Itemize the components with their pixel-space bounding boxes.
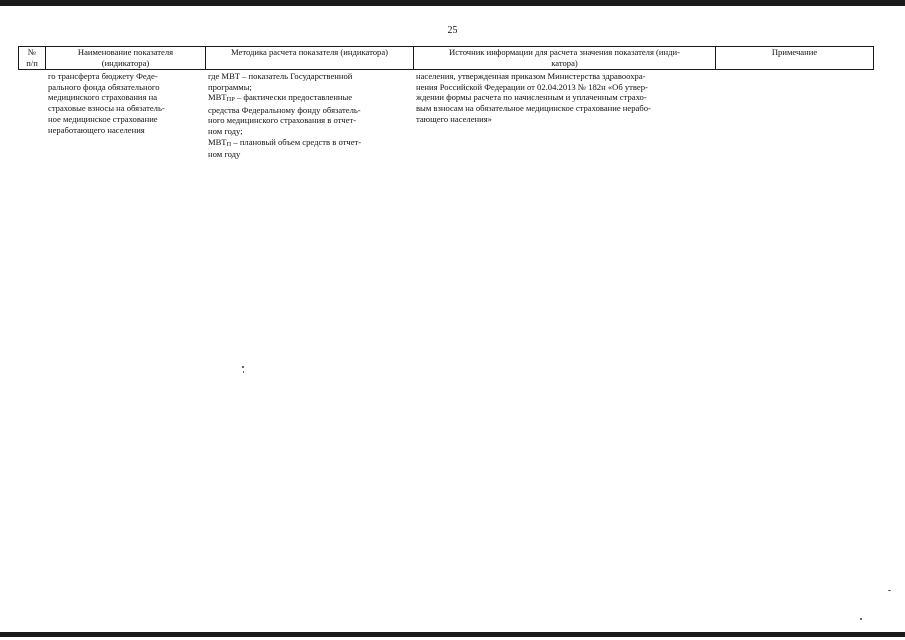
scan-speck [888, 590, 891, 591]
method-definition-mvt-p [208, 137, 411, 160]
method-definition-mvt: где МВТ – показатель Государственной программы; [208, 71, 353, 92]
mvt-pr-symbol: МВТ [208, 92, 227, 103]
header-source [414, 47, 716, 70]
mvt-pr-subscript: ПР [226, 96, 235, 104]
header-num-label: № п/п [26, 47, 38, 68]
cell-indicator-name-text: го трансферта бюджету Феде- рального фонда обязательного медицинского страхования на страховые взносы на обязатель- ное медицинское страхование неработающего населения [48, 71, 165, 135]
header-name [46, 47, 206, 70]
header-name-label: Наименование показателя (индикатора) [77, 47, 174, 68]
scan-top-border [0, 0, 905, 6]
table-header-row [19, 47, 874, 70]
cell-source-text: населения, утвержденная приказом Министерства здравоохра- нения Российской Федерации от 02.04.2013 № 182н «Об утвер- ждении формы расчета по начисленным и уплаченным страхо- вым взносам на обязательное медицинское страхование нерабо- тающего населения» [416, 71, 651, 124]
mvt-p-subscript: П [226, 140, 232, 148]
cell-num [19, 70, 46, 160]
cell-method [206, 70, 414, 160]
header-note-label: Примечание [771, 47, 818, 57]
mvt-p-symbol: МВТ [208, 136, 227, 147]
cell-source [414, 70, 716, 160]
scan-speck [860, 618, 862, 620]
scan-speck [242, 366, 244, 368]
table-row [19, 70, 874, 160]
mvt-p-description: – плановый объем средств в отчет- ном году [208, 136, 362, 159]
header-note [716, 47, 874, 70]
scan-bottom-border [0, 632, 905, 637]
mvt-pr-description: – фактически предоставленные средства Федеральному фонду обязатель- ного медицинского страхования в отчет- ном году; [208, 92, 361, 137]
cell-note [716, 70, 874, 160]
method-definition-mvt-pr [208, 92, 411, 136]
page-number: 25 [447, 25, 458, 36]
cell-indicator-name [46, 70, 206, 160]
indicator-table [18, 46, 874, 160]
header-source-label: Источник информации для расчета значения показателя (инди- катора) [449, 47, 680, 68]
scan-speck [243, 371, 244, 373]
header-num [19, 47, 46, 70]
header-method [206, 47, 414, 70]
header-method-label: Методика расчета показателя (индикатора) [230, 47, 388, 57]
